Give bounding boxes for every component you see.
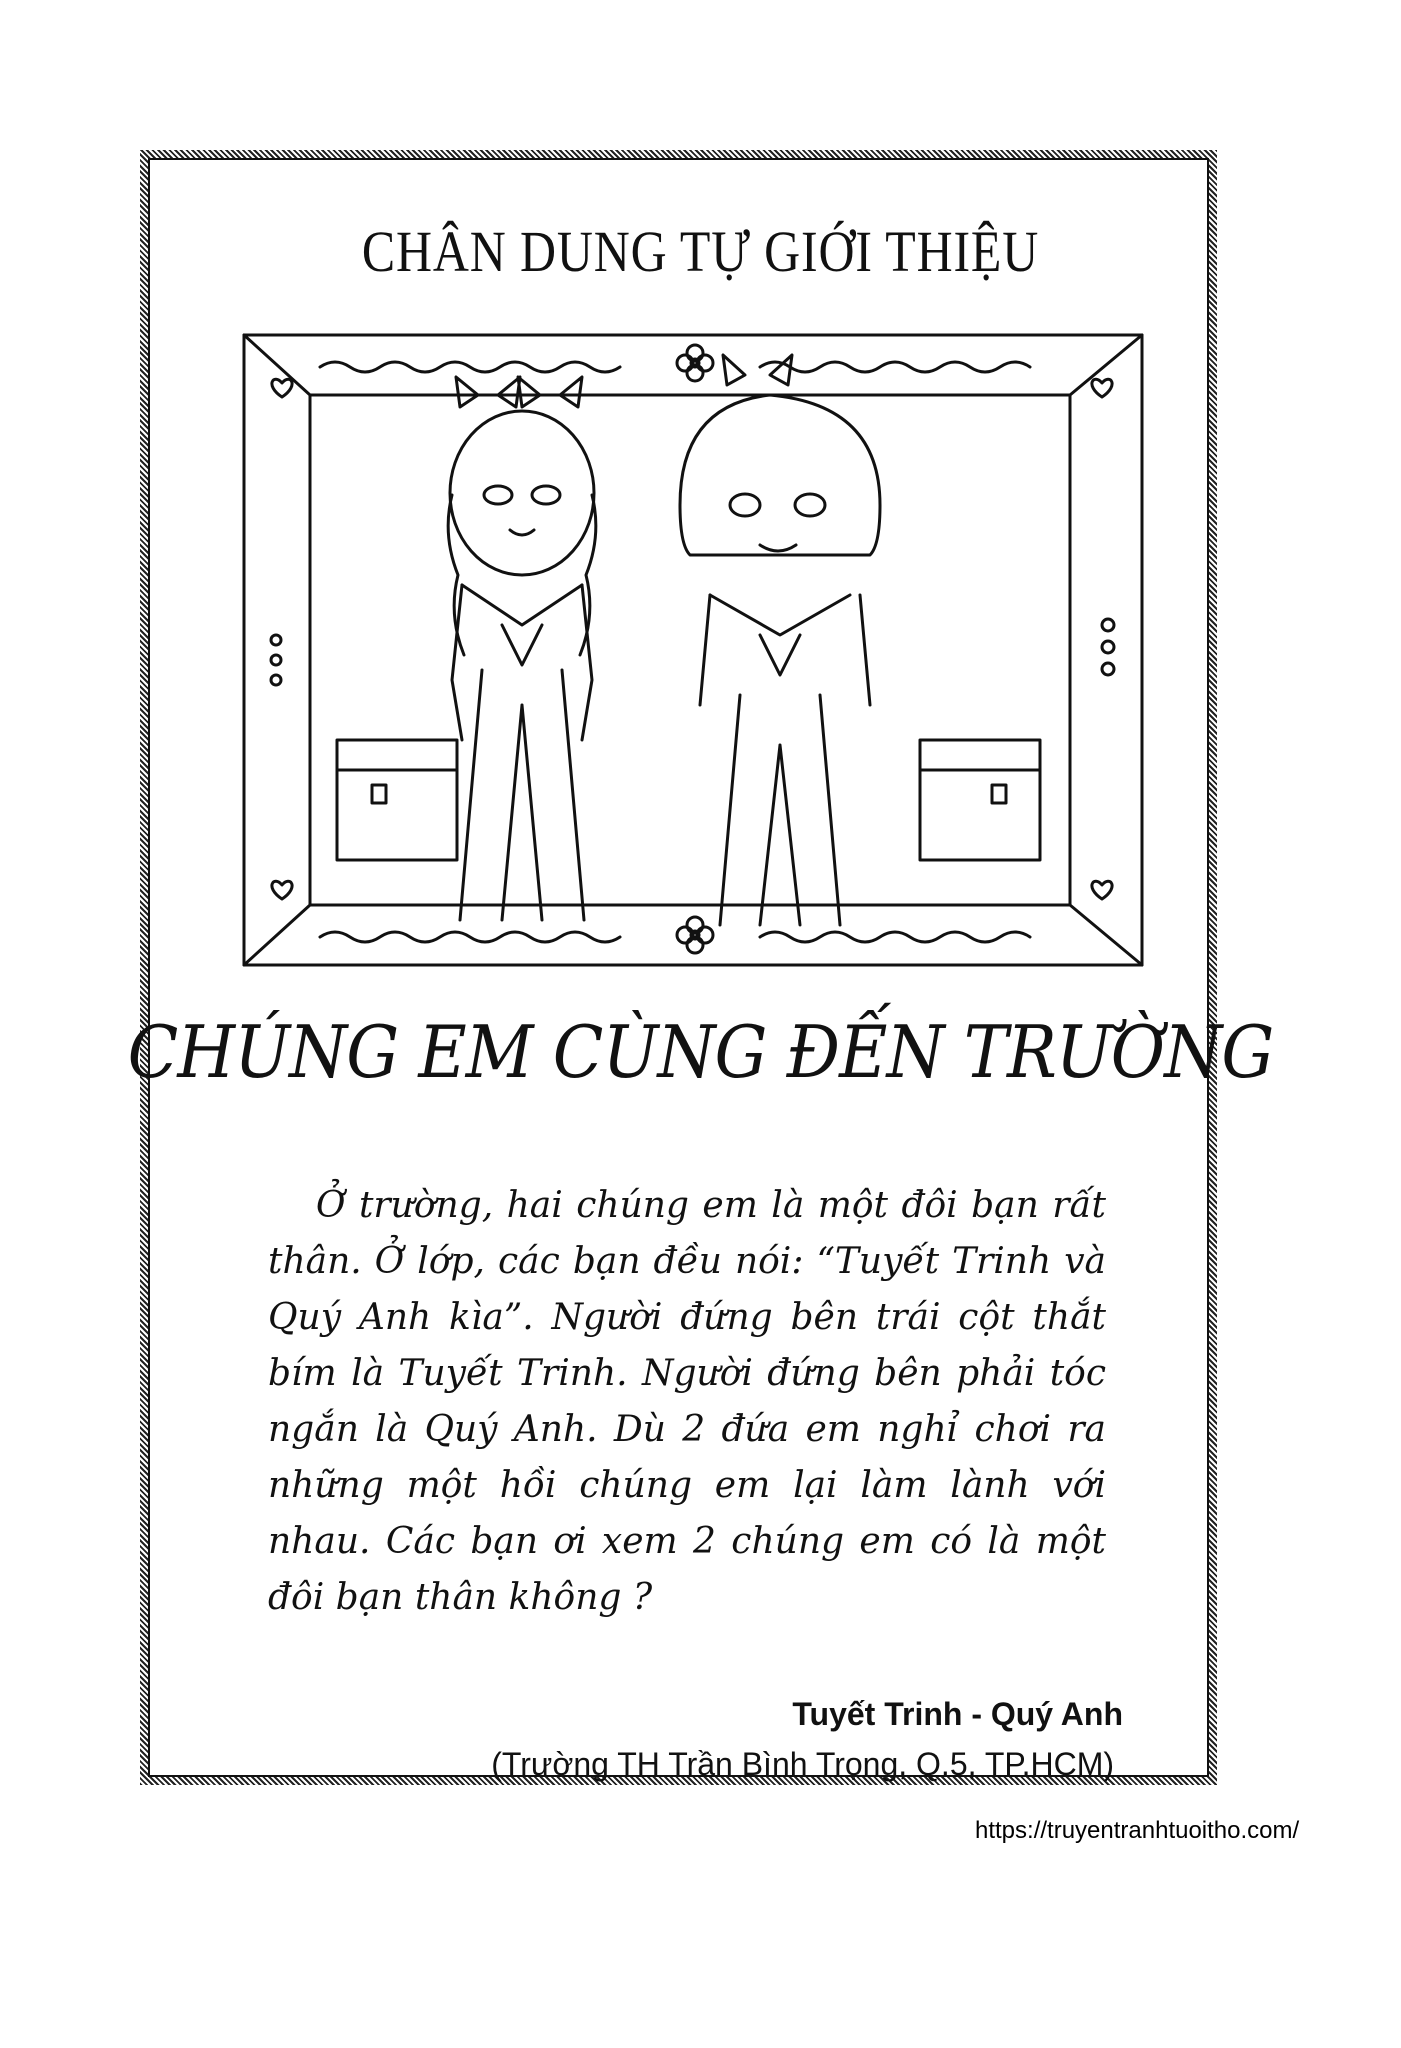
author-names: Tuyết Trinh - Quý Anh [792, 1696, 1123, 1732]
story-body: Ở trường, hai chúng em là một đôi bạn rất thân. Ở lớp, các bạn đều nói: “Tuyết Trinh và Quý Anh kìa”. Người đứng bên trái cột thắt bím là Tuyết Trinh. Người đứng bên phải tóc ngắn là Quý Anh. Dù 2 đứa em nghỉ chơi ra những một hồi chúng em lại làm lành với nhau. Các bạn ơi xem 2 chúng em có là một đôi bạn thân không ? [268, 1185, 1106, 1618]
watermark-url[interactable]: https://truyentranhtuoitho.com/ [975, 1817, 1300, 1844]
story-headline: CHÚNG EM CÙNG ĐẾN TRƯỜNG [127, 1010, 1274, 1094]
portrait-drawing [240, 325, 1150, 975]
school-info: (Trường TH Trần Bình Trọng, Q.5, TP.HCM) [491, 1746, 1114, 1782]
page-title: CHÂN DUNG TỰ GIỚI THIỆU [361, 219, 1040, 284]
